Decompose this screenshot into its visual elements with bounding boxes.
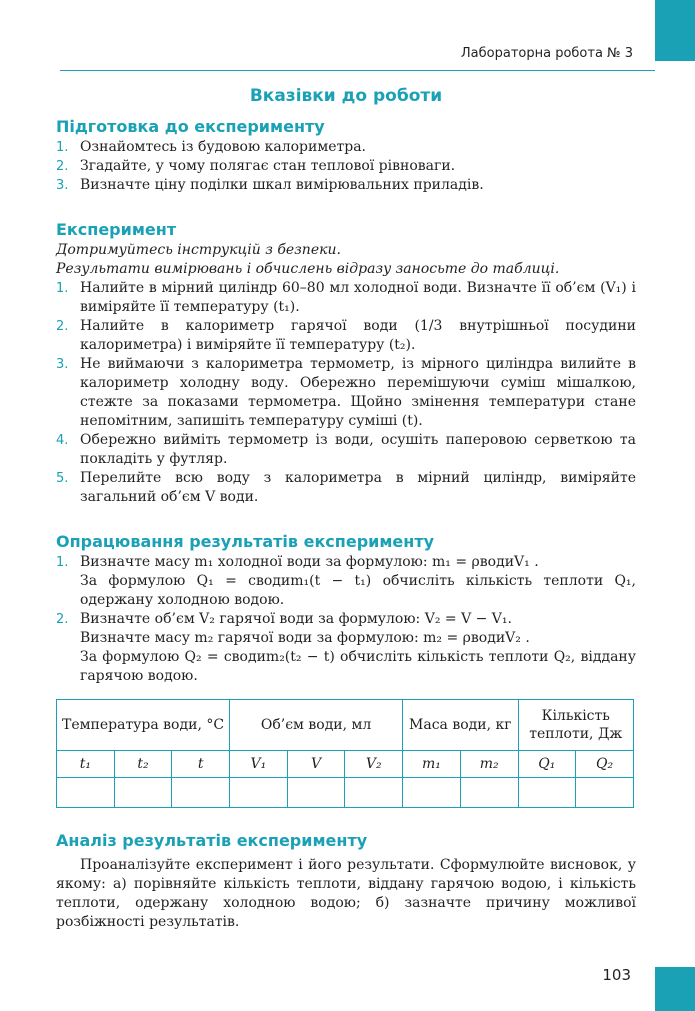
results-table xyxy=(56,699,634,808)
header-volume: Об’єм води, мл xyxy=(230,700,403,751)
symbol-cell: V₁ xyxy=(230,751,288,778)
header-rule xyxy=(60,70,655,71)
header-heat: Кількість теплоти, Дж xyxy=(518,700,634,751)
empty-cell[interactable] xyxy=(114,778,172,808)
empty-cell[interactable] xyxy=(57,778,115,808)
symbol-cell: Q₁ xyxy=(518,751,576,778)
list-item: 3. Не виймаючи з калориметра термометр, із мірного циліндра вилийте в калориметр холодну воду. Обережно перемішуючи суміш мішалкою, стежте за показами термометра. Щойно змінення температури стане непомітним, запишіть температуру суміші (t). xyxy=(56,356,636,429)
processing-heading: Опрацювання результатів експерименту xyxy=(56,532,435,551)
processing-list xyxy=(56,553,636,686)
list-item: 4. Обережно вийміть термометр із води, осушіть паперовою серветкою та покладіть у футляр. xyxy=(56,432,636,467)
preparation-heading: Підготовка до експерименту xyxy=(56,117,325,136)
empty-cell[interactable] xyxy=(460,778,518,808)
formula-line: Визначте об’єм V₂ гарячої води за формулою: V₂ = V − V₁. xyxy=(80,611,512,627)
results-note: Результати вимірювань і обчислень відразу заносьте до таблиці. xyxy=(56,261,560,277)
page-content xyxy=(56,84,636,932)
experiment-section xyxy=(56,219,636,507)
empty-cell[interactable] xyxy=(287,778,345,808)
processing-section xyxy=(56,531,636,808)
empty-cell[interactable] xyxy=(518,778,576,808)
list-item: 2. Згадайте, у чому полягає стан теплової рівноваги. xyxy=(56,158,456,174)
experiment-list xyxy=(56,279,636,507)
analysis-section xyxy=(56,830,636,932)
list-item: 5. Перелийте всю воду з калориметра в мірний циліндр, виміряйте загальний об’єм V води. xyxy=(56,470,636,505)
symbol-cell: V₂ xyxy=(345,751,403,778)
preparation-section xyxy=(56,116,636,195)
symbol-cell: m₁ xyxy=(403,751,461,778)
main-title: Вказівки до роботи xyxy=(249,86,443,106)
analysis-heading: Аналіз результатів експерименту xyxy=(56,831,368,850)
safety-note: Дотримуйтесь інструкцій з безпеки. xyxy=(56,242,341,258)
page-tab-bottom xyxy=(655,967,695,1011)
page-tab-top xyxy=(655,0,695,61)
list-item: 1. Ознайомтесь із будовою калориметра. xyxy=(56,139,367,155)
symbol-cell: t₂ xyxy=(114,751,172,778)
table-symbol-row xyxy=(57,751,634,778)
empty-cell[interactable] xyxy=(172,778,230,808)
list-item: 2. Визначте об’єм V₂ гарячої води за формулою: V₂ = V − V₁. Визначте масу m₂ гарячої води за формулою: m₂ = ρводиV₂ . За формулою Q₂ = cводиm₂(t₂ − t) обчисліть кількість теплоти Q₂, віддану гарячою водою. xyxy=(56,611,636,684)
formula-line: Визначте масу m₂ гарячої води за формулою: m₂ = ρводиV₂ . xyxy=(80,630,530,646)
formula-line: Визначте масу m₁ холодної води за формулою: m₁ = ρводиV₁ . xyxy=(80,554,539,570)
preparation-list xyxy=(56,138,636,195)
symbol-cell: V xyxy=(287,751,345,778)
symbol-cell: Q₂ xyxy=(576,751,634,778)
empty-cell[interactable] xyxy=(576,778,634,808)
list-item: 2. Налийте в калориметр гарячої води (1/3 внутрішньої посудини калориметра) і виміряйте її температуру (t₂). xyxy=(56,318,636,353)
empty-cell[interactable] xyxy=(403,778,461,808)
experiment-heading: Експеримент xyxy=(56,220,177,239)
formula-line: За формулою Q₂ = cводиm₂(t₂ − t) обчисліть кількість теплоти Q₂, віддану гарячою водою. xyxy=(80,649,636,684)
table-header-row xyxy=(57,700,634,751)
running-header: Лабораторна робота № 3 xyxy=(460,46,633,61)
page-number: 103 xyxy=(602,966,631,984)
empty-cell[interactable] xyxy=(230,778,288,808)
header-mass: Маса води, кг xyxy=(403,700,518,751)
header-temperature: Температура води, °С xyxy=(57,700,230,751)
list-item: 3. Визначте ціну поділки шкал вимірювальних приладів. xyxy=(56,177,484,193)
symbol-cell: t₁ xyxy=(57,751,115,778)
table-empty-row xyxy=(57,778,634,808)
formula-line: За формулою Q₁ = cводиm₁(t − t₁) обчисліть кількість теплоти Q₁, одержану холодною водою. xyxy=(80,573,636,608)
symbol-cell: m₂ xyxy=(460,751,518,778)
list-item: 1. Визначте масу m₁ холодної води за формулою: m₁ = ρводиV₁ . За формулою Q₁ = cводиm₁(t − t₁) обчисліть кількість теплоти Q₁, одержану холодною водою. xyxy=(56,554,636,608)
analysis-text: Проаналізуйте експеримент і його результати. Сформулюйте висновок, у якому: а) порівняйте кількість теплоти, віддану гарячою водою, і кількість теплоти, одержану холодною водою; б) зазначте причину можливої розбіжності результатів. xyxy=(56,857,636,930)
symbol-cell: t xyxy=(172,751,230,778)
empty-cell[interactable] xyxy=(345,778,403,808)
list-item: 1. Налийте в мірний циліндр 60–80 мл холодної води. Визначте її об’єм (V₁) і виміряйте її температуру (t₁). xyxy=(56,280,636,315)
